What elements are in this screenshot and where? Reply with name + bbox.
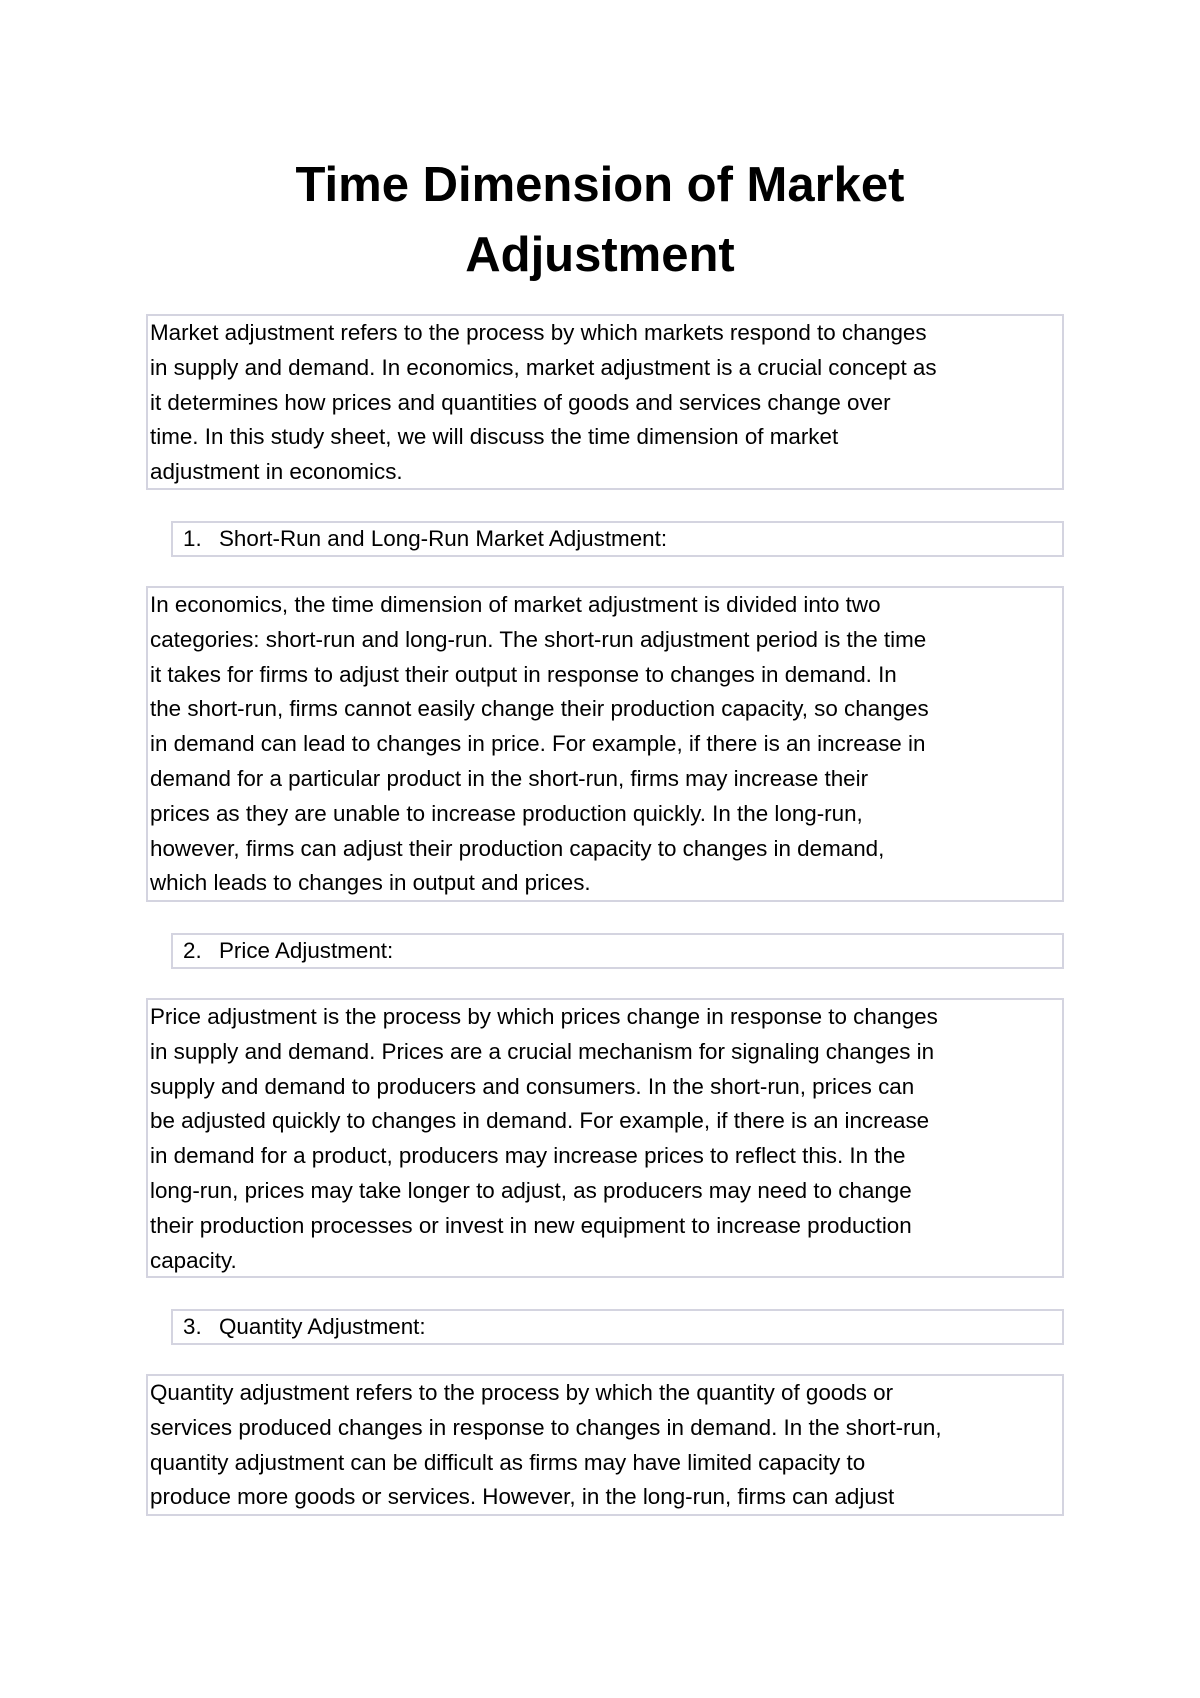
section-heading (171, 933, 1064, 969)
document-title (0, 150, 1200, 290)
text-line: it determines how prices and quantities of goods and services change over (150, 389, 891, 415)
text-line: Price adjustment is the process by which prices change in response to changes (150, 1004, 938, 1029)
text-line: adjustment in economics. (150, 459, 403, 485)
text-line: be adjusted quickly to changes in demand. For example, if there is an increase (150, 1108, 930, 1134)
text-line: it takes for firms to adjust their output in response to changes in demand. In (150, 661, 897, 687)
text-line: In economics, the time dimension of market adjustment is divided into two (150, 592, 881, 617)
section-paragraph (146, 998, 1064, 1278)
text-line: their production processes or invest in new equipment to increase production (150, 1212, 912, 1238)
text-line: which leads to changes in output and prices. (150, 870, 591, 896)
text-line: quantity adjustment can be difficult as firms may have limited capacity to (150, 1449, 866, 1475)
text-line: time. In this study sheet, we will discuss the time dimension of market (150, 424, 839, 450)
text-line: Quantity adjustment refers to the process by which the quantity of goods or (150, 1380, 894, 1405)
section-heading (171, 521, 1064, 557)
section-number: 2. (183, 938, 202, 963)
section-heading (171, 1309, 1064, 1345)
text-line: in supply and demand. Prices are a crucial mechanism for signaling changes in (150, 1038, 935, 1064)
section-paragraph (146, 586, 1064, 902)
text-line: supply and demand to producers and consumers. In the short-run, prices can (150, 1073, 915, 1099)
text-line: however, firms can adjust their production capacity to changes in demand, (150, 835, 885, 861)
text-line: categories: short-run and long-run. The short-run adjustment period is the time (150, 626, 927, 652)
text-line: capacity. (150, 1247, 237, 1273)
text-line: prices as they are unable to increase production quickly. In the long-run, (150, 800, 863, 826)
text-line: in demand can lead to changes in price. For example, if there is an increase in (150, 731, 926, 757)
section-number: 1. (183, 526, 202, 551)
section-heading-text: Price Adjustment: (219, 938, 394, 963)
text-line: produce more goods or services. However, in the long-run, firms can adjust (150, 1484, 895, 1510)
text-line: in demand for a product, producers may increase prices to reflect this. In the (150, 1143, 906, 1169)
section-paragraph (146, 1374, 1064, 1516)
text-line: demand for a particular product in the short-run, firms may increase their (150, 765, 869, 791)
title-line: Adjustment (465, 228, 735, 282)
text-line: long-run, prices may take longer to adjust, as producers may need to change (150, 1177, 912, 1203)
intro-paragraph (146, 314, 1064, 490)
section-number: 3. (183, 1314, 202, 1339)
title-line: Time Dimension of Market (295, 158, 905, 212)
text-line: Market adjustment refers to the process by which markets respond to changes (150, 320, 927, 345)
text-line: services produced changes in response to changes in demand. In the short-run, (150, 1414, 942, 1440)
section-heading-text: Short-Run and Long-Run Market Adjustment: (219, 526, 668, 551)
text-line: in supply and demand. In economics, market adjustment is a crucial concept as (150, 354, 937, 380)
section-heading-text: Quantity Adjustment: (219, 1314, 426, 1339)
text-line: the short-run, firms cannot easily change their production capacity, so changes (150, 696, 929, 722)
